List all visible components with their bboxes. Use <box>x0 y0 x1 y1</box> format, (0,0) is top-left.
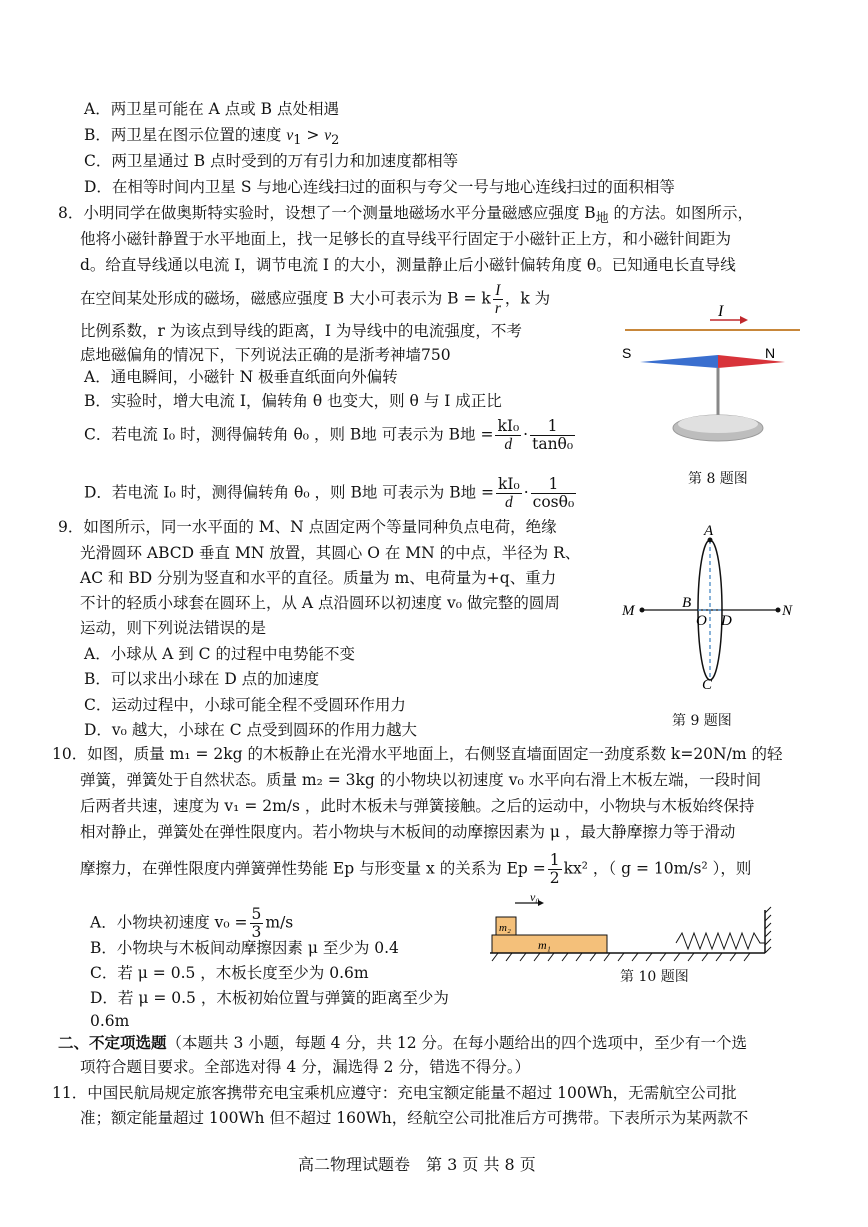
label-m: M <box>622 603 635 619</box>
q7-option-b: B．两卫星在图示位置的速度 $v_1 > v_2$ <box>84 126 340 149</box>
label-current: I <box>718 303 724 320</box>
q9-stem-line4: 不计的轻质小球套在圆环上，从 A 点沿圆环以初速度 v₀ 做完整的圆周 <box>80 594 560 612</box>
q10-stem-line1: 10．如图，质量 m₁ = 2kg 的木板静止在光滑水平地面上，右侧竖直墙面固定一劲度系数 k=20N/m 的轻 <box>52 745 783 763</box>
q10-option-d: D．若 μ = 0.5 ，木板初始位置与弹簧的距离至少为 <box>90 989 449 1007</box>
q9-stem-line1: 9．如图所示，同一水平面的 M、N 点固定两个等量同种负点电荷，绝缘 <box>58 518 557 536</box>
q8-option-b: B．实验时，增大电流 I，偏转角 θ 也变大，则 θ 与 I 成正比 <box>84 392 502 410</box>
label-n: N <box>782 603 793 619</box>
label-n-pole: N <box>765 345 776 361</box>
q10-stem-line3: 后两者共速，速度为 v₁ = 2m/s ，此时木板未与弹簧接触。之后的运动中，小物块与木板始终保持 <box>80 797 755 815</box>
q9-option-d: D．v₀ 越大，小球在 C 点受到圆环的作用力越大 <box>84 721 418 739</box>
q10-option-c: C．若 μ = 0.5 ，木板长度至少为 0.6m <box>90 964 369 982</box>
q7-option-d: D．在相等时间内卫星 S 与地心连线扫过的面积与夸父一号与地心连线扫过的面积相等 <box>84 178 675 196</box>
q8-stem-line3: d。给直导线通以电流 I，调节电流 I 的大小，测量静止后小磁针偏转角度 θ。已知通电长直导线 <box>80 256 736 274</box>
q8-stem-line5: 比例系数，r 为该点到导线的距离，I 为导线中的电流强度，不考 <box>80 322 522 340</box>
figure-8-caption: 第 8 题图 <box>688 471 748 487</box>
ground-hatch <box>492 953 750 961</box>
q9-stem-line2: 光滑圆环 ABCD 垂直 MN 放置，其圆心 O 在 MN 的中点，半径为 R、 <box>80 544 581 562</box>
q8-stem-line4: 在空间某处形成的磁场，磁感应强度 B 大小可表示为 B = k $\frac{I}{r}$ ，k 为 <box>80 282 551 317</box>
q7-option-a: A．两卫星可能在 A 点或 B 点处相遇 <box>84 100 339 118</box>
figure-10-caption: 第 10 题图 <box>620 969 689 985</box>
figure-10 <box>490 890 770 965</box>
q9-option-a: A．小球从 A 到 C 的过程中电势能不变 <box>84 645 355 663</box>
page-footer: 高二物理试题卷 第 3 页 共 8 页 <box>298 1155 536 1174</box>
needle-base-top <box>678 415 758 433</box>
q9-stem-line3: AC 和 BD 分别为竖直和水平的直径。质量为 m、电荷量为+q、重力 <box>80 569 557 587</box>
label-v0: v₀ <box>530 890 540 904</box>
q10-stem-line2: 弹簧，弹簧处于自然状态。质量 m₂ = 3kg 的小物块以初速度 v₀ 水平向右滑上木板左端，一段时间 <box>80 771 762 789</box>
needle-south <box>640 355 718 368</box>
q7-option-c: C．两卫星通过 B 点时受到的万有引力和加速度都相等 <box>84 152 459 170</box>
q9-option-c: C．运动过程中，小球可能全程不受圆环作用力 <box>84 696 406 714</box>
current-arrowhead <box>740 316 748 324</box>
spring <box>676 933 765 949</box>
q10-option-b: B．小物块与木板间动摩擦因素 μ 至少为 0.4 <box>90 939 399 957</box>
label-d: D <box>721 613 732 629</box>
q10-stem-line4: 相对静止，弹簧处在弹性限度内。若小物块与木板间的动摩擦因素为 μ ，最大静摩擦力等于滑动 <box>80 823 736 841</box>
label-a: A <box>704 523 714 539</box>
q10-stem-line5: 摩擦力，在弹性限度内弹簧弹性势能 Ep 与形变量 x 的关系为 Ep = $\frac{1}{2}$ kx² ，（ g = 10m/s² ），则 <box>80 851 752 887</box>
q9-stem-line5: 运动，则下列说法错误的是 <box>80 619 267 637</box>
figure-8 <box>620 300 810 470</box>
q8-option-d: D．若电流 I₀ 时，测得偏转角 θ₀ ，则 B地 可表示为 B地 = $\frac{\text{kI₀}}{d}$ · $\frac{1}{\text{cosθ₀}}$ <box>84 475 575 511</box>
label-c: C <box>702 677 713 693</box>
point-m <box>640 608 645 613</box>
q8-stem-line6: 虑地磁偏角的情况下，下列说法正确的是浙考神墙750 <box>80 346 451 364</box>
section2-line2: 项符合题目要求。全部选对得 4 分，漏选得 2 分，错选不得分。） <box>80 1058 531 1076</box>
q10-option-a: A．小物块初速度 v₀ = $\frac{5}{3}$ m/s <box>90 905 294 941</box>
q11-stem-line2: 准；额定能量超过 100Wh 但不超过 160Wh，经航空公司批准后方可携带。下表所示为某两款不 <box>80 1109 749 1127</box>
q8-stem-line2: 他将小磁针静置于水平地面上，找一足够长的直导线平行固定于小磁针正上方，和小磁针间距为 <box>80 230 732 248</box>
label-m1: m₁ <box>538 938 551 952</box>
figure-9 <box>620 525 800 695</box>
point-n <box>776 608 781 613</box>
q8-option-a: A．通电瞬间，小磁针 N 极垂直纸面向外偏转 <box>84 368 398 386</box>
wall-hatch <box>765 907 771 953</box>
q8-stem-line1: 8．小明同学在做奥斯特实验时，设想了一个测量地磁场水平分量磁感应强度 $B_地$ 的方法。如图所示， <box>58 204 754 227</box>
q11-stem-line1: 11．中国民航局规定旅客携带充电宝乘机应遵守：充电宝额定能量不超过 100Wh，无需航空公司批 <box>52 1084 737 1102</box>
figure-9-caption: 第 9 题图 <box>672 713 732 729</box>
q10-option-d-cont: 0.6m <box>90 1012 130 1030</box>
section2-line1: 二、不定项选题（本题共 3 小题，每题 4 分，共 12 分。在每小题给出的四个选项中，至少有一个选 <box>58 1033 748 1052</box>
label-b: B <box>682 595 692 611</box>
q9-option-b: B．可以求出小球在 D 点的加速度 <box>84 670 320 688</box>
q8-option-c: C．若电流 I₀ 时，测得偏转角 θ₀ ，则 B地 可表示为 B地 = $\frac{\text{kI₀}}{d}$ · $\frac{1}{\text{tanθ₀}}$ <box>84 417 574 453</box>
label-o: O <box>696 613 707 629</box>
label-s-pole: S <box>622 345 632 361</box>
label-m2: m₂ <box>499 922 511 934</box>
